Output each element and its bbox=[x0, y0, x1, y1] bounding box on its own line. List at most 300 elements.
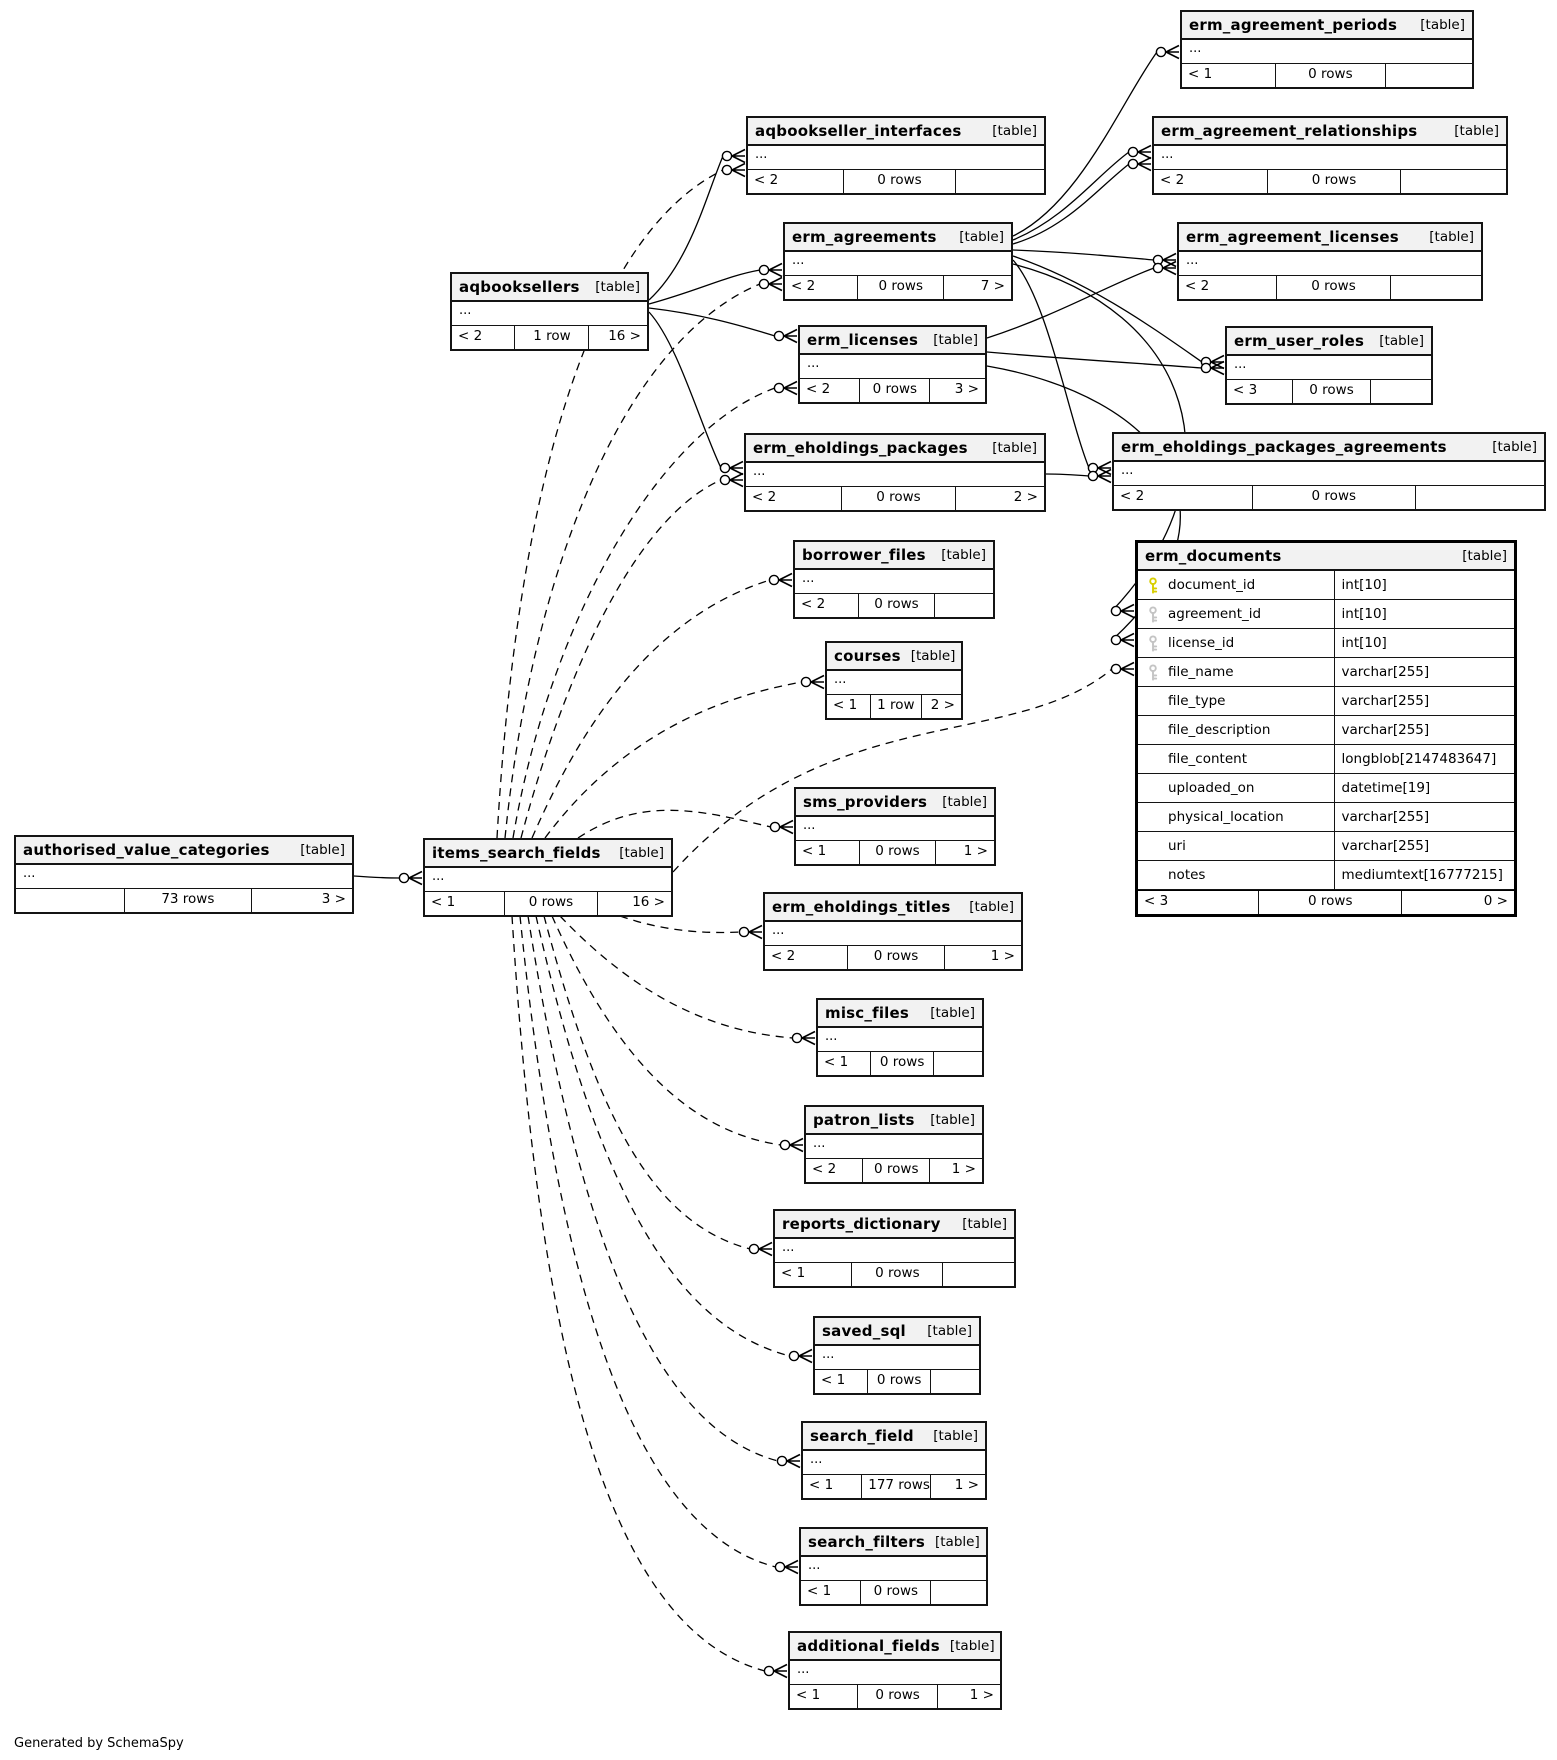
table-erm_agreement_periods[interactable] bbox=[1180, 10, 1474, 89]
elided-columns-row: ... bbox=[1227, 356, 1431, 380]
table-name[interactable]: sms_providers bbox=[803, 793, 928, 811]
column-type: varchar[255] bbox=[1334, 658, 1514, 686]
table-aqbookseller_interfaces[interactable] bbox=[746, 116, 1046, 195]
crow-foot-terminator bbox=[785, 1561, 798, 1574]
column-row-file_content bbox=[1138, 745, 1514, 774]
zero-many-circle bbox=[1088, 471, 1097, 480]
column-name bbox=[1138, 629, 1334, 657]
table-tag: [table] bbox=[949, 1638, 995, 1654]
elided-columns-row: ... bbox=[785, 252, 1011, 276]
table-erm_eholdings_packages_agreements[interactable] bbox=[1112, 432, 1546, 511]
table-borrower_files[interactable] bbox=[793, 540, 995, 619]
elided-columns-row: ... bbox=[452, 302, 647, 326]
column-type: int[10] bbox=[1334, 629, 1514, 657]
table-name[interactable]: erm_eholdings_packages_agreements bbox=[1121, 438, 1447, 456]
rows-count: 0 rows bbox=[860, 1581, 930, 1604]
children-count bbox=[930, 1581, 986, 1604]
table-header[interactable] bbox=[796, 789, 994, 817]
table-header[interactable] bbox=[16, 837, 352, 865]
table-header[interactable] bbox=[815, 1318, 979, 1346]
elided-columns-row: ... bbox=[16, 865, 352, 889]
implied-relationship-edge bbox=[544, 916, 772, 1256]
column-name bbox=[1138, 774, 1334, 802]
parents-count: < 2 bbox=[458, 328, 483, 344]
table-name[interactable]: search_field bbox=[810, 1427, 914, 1445]
crow-foot-terminator bbox=[802, 1032, 815, 1045]
table-erm_user_roles[interactable] bbox=[1225, 326, 1433, 405]
implied-relationship-edge bbox=[620, 916, 762, 939]
parents-count: < 1 bbox=[781, 1265, 806, 1281]
zero-many-circle bbox=[722, 151, 731, 160]
parents-count: < 1 bbox=[802, 843, 827, 859]
table-tag: [table] bbox=[992, 440, 1037, 456]
table-footer bbox=[806, 1159, 982, 1182]
foreign-key-icon bbox=[1147, 635, 1159, 652]
table-header[interactable] bbox=[765, 894, 1021, 922]
children-count bbox=[942, 1263, 1014, 1286]
parents-count: < 2 bbox=[801, 596, 826, 612]
rows-count: 0 rows bbox=[1292, 380, 1370, 403]
zero-many-circle bbox=[777, 1456, 786, 1465]
zero-many-circle bbox=[1128, 147, 1137, 156]
parents-count: < 1 bbox=[824, 1054, 849, 1070]
column-type: int[10] bbox=[1334, 571, 1514, 599]
zero-many-circle bbox=[722, 165, 731, 174]
table-footer bbox=[827, 695, 961, 718]
table-footer bbox=[1138, 890, 1514, 914]
table-footer bbox=[1154, 170, 1506, 193]
zero-many-circle bbox=[399, 873, 408, 882]
table-name[interactable]: erm_user_roles bbox=[1234, 332, 1365, 350]
generator-note: Generated by SchemaSpy bbox=[14, 1736, 184, 1751]
table-name[interactable]: erm_agreement_relationships bbox=[1161, 122, 1418, 140]
table-header[interactable] bbox=[1227, 328, 1431, 356]
column-name bbox=[1138, 832, 1334, 860]
rows-count: 0 rows bbox=[1275, 64, 1385, 87]
rows-count: 0 rows bbox=[843, 170, 955, 193]
children-count bbox=[1370, 380, 1431, 403]
table-name[interactable]: courses bbox=[834, 647, 901, 665]
zero-many-circle bbox=[770, 822, 779, 831]
column-name bbox=[1138, 803, 1334, 831]
crow-foot-terminator bbox=[1121, 605, 1134, 618]
table-name[interactable]: erm_agreements bbox=[792, 228, 937, 246]
zero-many-circle bbox=[1128, 159, 1137, 168]
column-name bbox=[1138, 600, 1334, 628]
column-type: varchar[255] bbox=[1334, 832, 1514, 860]
crow-foot-terminator bbox=[774, 1665, 787, 1678]
rows-count: 0 rows bbox=[857, 1685, 937, 1708]
children-count: 0 > bbox=[1401, 891, 1514, 914]
table-reports_dictionary[interactable] bbox=[773, 1209, 1016, 1288]
zero-many-circle bbox=[764, 1666, 773, 1675]
column-row-document_id bbox=[1138, 571, 1514, 600]
table-header[interactable] bbox=[801, 1529, 986, 1557]
elided-columns-row: ... bbox=[827, 671, 961, 695]
table-footer bbox=[790, 1685, 1000, 1708]
parents-count bbox=[16, 889, 124, 912]
column-type: mediumtext[16777215] bbox=[1334, 861, 1514, 889]
table-erm_documents[interactable] bbox=[1135, 540, 1517, 917]
column-type: int[10] bbox=[1334, 600, 1514, 628]
children-count: 2 > bbox=[955, 487, 1044, 510]
table-tag: [table] bbox=[1420, 17, 1465, 33]
crow-foot-terminator bbox=[1138, 158, 1151, 171]
rows-count: 0 rows bbox=[859, 379, 929, 402]
crow-foot-terminator bbox=[790, 1139, 803, 1152]
zero-many-circle bbox=[774, 331, 783, 340]
elided-columns-row: ... bbox=[748, 146, 1044, 170]
table-name[interactable]: search_filters bbox=[808, 1533, 925, 1551]
table-tag: [table] bbox=[930, 1112, 975, 1128]
table-aqbooksellers[interactable] bbox=[450, 272, 649, 351]
column-name-text: agreement_id bbox=[1168, 606, 1262, 622]
table-footer bbox=[803, 1475, 985, 1498]
column-name bbox=[1138, 861, 1334, 889]
table-name[interactable]: erm_agreement_licenses bbox=[1186, 228, 1399, 246]
table-tag: [table] bbox=[942, 794, 987, 810]
table-footer bbox=[1114, 486, 1544, 509]
children-count: 1 > bbox=[937, 1685, 1000, 1708]
table-sms_providers[interactable] bbox=[794, 787, 996, 866]
elided-columns-row: ... bbox=[1179, 252, 1481, 276]
column-name-text: license_id bbox=[1168, 635, 1235, 651]
children-count bbox=[1400, 170, 1506, 193]
zero-many-circle bbox=[789, 1351, 798, 1360]
table-footer bbox=[765, 946, 1021, 969]
children-count: 1 > bbox=[930, 1475, 985, 1498]
parents-count: < 2 bbox=[1185, 278, 1210, 294]
table-footer bbox=[452, 326, 647, 349]
crow-foot-terminator bbox=[811, 676, 824, 689]
fk-relationship-edge bbox=[649, 308, 797, 343]
table-tag: [table] bbox=[930, 1005, 975, 1021]
column-row-notes bbox=[1138, 861, 1514, 890]
children-count: 7 > bbox=[943, 276, 1011, 299]
children-count: 16 > bbox=[588, 326, 647, 349]
table-name[interactable]: erm_eholdings_packages bbox=[753, 439, 968, 457]
table-erm_eholdings_packages[interactable] bbox=[744, 433, 1046, 512]
table-erm_agreements[interactable] bbox=[783, 222, 1013, 301]
implied-relationship-edge bbox=[578, 810, 793, 838]
rows-count: 0 rows bbox=[870, 1052, 932, 1075]
table-items_search_fields[interactable] bbox=[423, 838, 673, 917]
table-header[interactable] bbox=[806, 1107, 982, 1135]
table-patron_lists[interactable] bbox=[804, 1105, 984, 1184]
children-count bbox=[1390, 276, 1481, 299]
table-tag: [table] bbox=[1462, 548, 1507, 564]
table-name[interactable]: aqbookseller_interfaces bbox=[755, 122, 962, 140]
zero-many-circle bbox=[801, 677, 810, 686]
parents-count: < 2 bbox=[791, 278, 816, 294]
crow-foot-terminator bbox=[1121, 663, 1134, 676]
table-name[interactable]: patron_lists bbox=[813, 1111, 915, 1129]
crow-foot-terminator bbox=[1166, 46, 1179, 59]
zero-many-circle bbox=[1111, 664, 1120, 673]
rows-count: 73 rows bbox=[124, 889, 252, 912]
fk-relationship-edge bbox=[987, 262, 1176, 339]
table-header[interactable] bbox=[1179, 224, 1481, 252]
parents-count: < 1 bbox=[821, 1372, 846, 1388]
column-type: varchar[255] bbox=[1334, 716, 1514, 744]
zero-many-circle bbox=[792, 1033, 801, 1042]
rows-count: 177 rows bbox=[861, 1475, 930, 1498]
parents-count: < 2 bbox=[812, 1161, 837, 1177]
children-count: 1 > bbox=[935, 841, 994, 864]
column-name-text: uploaded_on bbox=[1168, 780, 1255, 796]
elided-columns-row: ... bbox=[425, 868, 671, 892]
elided-columns-row: ... bbox=[803, 1451, 985, 1475]
table-search_filters[interactable] bbox=[799, 1527, 988, 1606]
table-footer bbox=[775, 1263, 1014, 1286]
table-footer bbox=[1227, 380, 1431, 403]
table-footer bbox=[1182, 64, 1472, 87]
zero-many-circle bbox=[774, 383, 783, 392]
children-count: 3 > bbox=[251, 889, 352, 912]
rows-count: 0 rows bbox=[867, 1370, 929, 1393]
table-tag: [table] bbox=[1429, 229, 1474, 245]
table-erm_agreement_relationships[interactable] bbox=[1152, 116, 1508, 195]
parents-count: < 1 bbox=[1188, 66, 1213, 82]
table-name[interactable]: borrower_files bbox=[802, 546, 926, 564]
table-courses[interactable] bbox=[825, 641, 963, 720]
table-erm_licenses[interactable] bbox=[798, 325, 987, 404]
implied-relationship-edge bbox=[512, 916, 787, 1678]
crow-foot-terminator bbox=[759, 1243, 772, 1256]
parents-count: < 1 bbox=[809, 1477, 834, 1493]
table-footer bbox=[800, 379, 985, 402]
zero-many-circle bbox=[1201, 363, 1210, 372]
children-count bbox=[934, 594, 993, 617]
table-tag: [table] bbox=[959, 229, 1004, 245]
children-count: 1 > bbox=[929, 1159, 982, 1182]
elided-columns-row: ... bbox=[795, 570, 993, 594]
table-header[interactable] bbox=[818, 1000, 982, 1028]
parents-count: < 2 bbox=[1120, 488, 1145, 504]
column-row-uploaded_on bbox=[1138, 774, 1514, 803]
table-tag: [table] bbox=[595, 279, 640, 295]
table-tag: [table] bbox=[1492, 439, 1537, 455]
rows-count: 0 rows bbox=[1258, 891, 1401, 914]
column-row-agreement_id bbox=[1138, 600, 1514, 629]
table-header[interactable] bbox=[1182, 12, 1472, 40]
table-tag: [table] bbox=[969, 899, 1014, 915]
table-erm_agreement_licenses[interactable] bbox=[1177, 222, 1483, 301]
table-footer bbox=[785, 276, 1011, 299]
table-tag: [table] bbox=[941, 547, 986, 563]
parents-count: < 1 bbox=[796, 1687, 821, 1703]
foreign-key-icon bbox=[1147, 664, 1159, 681]
table-name[interactable]: misc_files bbox=[825, 1004, 910, 1022]
fk-relationship-edge bbox=[987, 352, 1224, 375]
table-tag: [table] bbox=[934, 1534, 980, 1550]
column-name-text: physical_location bbox=[1168, 809, 1284, 825]
parents-count: < 2 bbox=[806, 381, 831, 397]
crow-foot-terminator bbox=[1121, 634, 1134, 647]
column-name-text: file_type bbox=[1168, 693, 1226, 709]
table-footer bbox=[16, 889, 352, 912]
crow-foot-terminator bbox=[749, 926, 762, 939]
elided-columns-row: ... bbox=[806, 1135, 982, 1159]
elided-columns-row: ... bbox=[746, 463, 1044, 487]
table-tag: [table] bbox=[300, 842, 345, 858]
elided-columns-row: ... bbox=[800, 355, 985, 379]
crow-foot-terminator bbox=[787, 1455, 800, 1468]
zero-many-circle bbox=[749, 1244, 758, 1253]
column-name bbox=[1138, 571, 1334, 599]
column-name-text: file_name bbox=[1168, 664, 1234, 680]
rows-count: 0 rows bbox=[851, 1263, 942, 1286]
table-tag: [table] bbox=[619, 845, 664, 861]
table-header[interactable] bbox=[803, 1423, 985, 1451]
table-name[interactable]: items_search_fields bbox=[432, 844, 601, 862]
table-tag: [table] bbox=[1454, 123, 1499, 139]
parents-count: < 3 bbox=[1233, 382, 1258, 398]
table-name[interactable]: erm_eholdings_titles bbox=[772, 898, 951, 916]
table-additional_fields[interactable] bbox=[788, 1631, 1002, 1710]
column-type: varchar[255] bbox=[1334, 687, 1514, 715]
children-count bbox=[1415, 486, 1544, 509]
column-row-file_type bbox=[1138, 687, 1514, 716]
elided-columns-row: ... bbox=[815, 1346, 979, 1370]
table-name[interactable]: erm_documents bbox=[1145, 547, 1282, 565]
table-header[interactable] bbox=[790, 1633, 1000, 1661]
column-row-file_name bbox=[1138, 658, 1514, 687]
rows-count: 0 rows bbox=[1267, 170, 1401, 193]
rows-count: 0 rows bbox=[857, 276, 943, 299]
column-name-text: uri bbox=[1168, 838, 1186, 854]
table-saved_sql[interactable] bbox=[813, 1316, 981, 1395]
elided-columns-row: ... bbox=[765, 922, 1021, 946]
table-name[interactable]: additional_fields bbox=[797, 1637, 940, 1655]
children-count bbox=[1385, 64, 1472, 87]
zero-many-circle bbox=[720, 463, 729, 472]
elided-columns-row: ... bbox=[818, 1028, 982, 1052]
table-search_field[interactable] bbox=[801, 1421, 987, 1500]
fk-relationship-edge bbox=[649, 312, 743, 475]
crow-foot-terminator bbox=[1138, 146, 1151, 159]
children-count bbox=[933, 1052, 982, 1075]
rows-count: 0 rows bbox=[1276, 276, 1391, 299]
parents-count: < 2 bbox=[752, 489, 777, 505]
table-authorised_value_categories[interactable] bbox=[14, 835, 354, 914]
rows-count: 0 rows bbox=[841, 487, 954, 510]
table-name[interactable]: reports_dictionary bbox=[782, 1215, 941, 1233]
table-tag: [table] bbox=[1379, 333, 1424, 349]
table-header[interactable] bbox=[452, 274, 647, 302]
table-footer bbox=[748, 170, 1044, 193]
table-tag: [table] bbox=[962, 1216, 1007, 1232]
table-header[interactable] bbox=[1154, 118, 1506, 146]
table-header[interactable] bbox=[795, 542, 993, 570]
column-type: longblob[2147483647] bbox=[1334, 745, 1514, 773]
table-footer bbox=[746, 487, 1044, 510]
zero-many-circle bbox=[759, 279, 768, 288]
crow-foot-terminator bbox=[769, 264, 782, 277]
crow-foot-terminator bbox=[784, 330, 797, 343]
table-name[interactable]: aqbooksellers bbox=[459, 278, 580, 296]
children-count: 2 > bbox=[921, 695, 961, 718]
table-header[interactable] bbox=[748, 118, 1044, 146]
fk-relationship-edge bbox=[1046, 470, 1111, 483]
table-header[interactable] bbox=[746, 435, 1044, 463]
table-name[interactable]: erm_agreement_periods bbox=[1189, 16, 1398, 34]
table-name[interactable]: saved_sql bbox=[822, 1322, 906, 1340]
table-header[interactable] bbox=[1138, 543, 1514, 571]
rows-count: 0 rows bbox=[859, 841, 934, 864]
parents-count: < 3 bbox=[1144, 893, 1169, 909]
crow-foot-terminator bbox=[732, 150, 745, 163]
elided-columns-row: ... bbox=[790, 1661, 1000, 1685]
children-count bbox=[930, 1370, 979, 1393]
primary-key-icon bbox=[1147, 577, 1159, 594]
crow-foot-terminator bbox=[799, 1350, 812, 1363]
elided-columns-row: ... bbox=[1182, 40, 1472, 64]
crow-foot-terminator bbox=[769, 278, 782, 291]
zero-many-circle bbox=[759, 265, 768, 274]
table-header[interactable] bbox=[775, 1211, 1014, 1239]
rows-count: 0 rows bbox=[1252, 486, 1415, 509]
table-header[interactable] bbox=[425, 840, 671, 868]
table-header[interactable] bbox=[800, 327, 985, 355]
zero-many-circle bbox=[739, 927, 748, 936]
table-erm_eholdings_titles[interactable] bbox=[763, 892, 1023, 971]
zero-many-circle bbox=[775, 1562, 784, 1571]
table-footer bbox=[815, 1370, 979, 1393]
table-tag: [table] bbox=[933, 332, 978, 348]
column-name-text: file_content bbox=[1168, 751, 1247, 767]
parents-count: < 2 bbox=[754, 172, 779, 188]
table-header[interactable] bbox=[1114, 434, 1544, 462]
column-name bbox=[1138, 687, 1334, 715]
crow-foot-terminator bbox=[730, 462, 743, 475]
table-footer bbox=[795, 594, 993, 617]
children-count: 16 > bbox=[597, 892, 671, 915]
column-name bbox=[1138, 658, 1334, 686]
children-count bbox=[955, 170, 1044, 193]
parents-count: < 2 bbox=[1160, 172, 1185, 188]
table-footer bbox=[801, 1581, 986, 1604]
zero-many-circle bbox=[1111, 635, 1120, 644]
zero-many-circle bbox=[1111, 606, 1120, 615]
column-type: datetime[19] bbox=[1334, 774, 1514, 802]
fk-relationship-edge bbox=[1013, 250, 1176, 267]
children-count: 3 > bbox=[929, 379, 985, 402]
column-name-text: document_id bbox=[1168, 577, 1256, 593]
elided-columns-row: ... bbox=[801, 1557, 986, 1581]
crow-foot-terminator bbox=[784, 382, 797, 395]
table-footer bbox=[1179, 276, 1481, 299]
zero-many-circle bbox=[720, 475, 729, 484]
elided-columns-row: ... bbox=[1154, 146, 1506, 170]
column-name bbox=[1138, 716, 1334, 744]
table-header[interactable] bbox=[785, 224, 1011, 252]
rows-count: 1 row bbox=[514, 326, 588, 349]
elided-columns-row: ... bbox=[775, 1239, 1014, 1263]
children-count: 1 > bbox=[944, 946, 1021, 969]
crow-foot-terminator bbox=[779, 574, 792, 587]
elided-columns-row: ... bbox=[1114, 462, 1544, 486]
parents-count: < 2 bbox=[771, 948, 796, 964]
table-name[interactable]: erm_licenses bbox=[807, 331, 919, 349]
rows-count: 0 rows bbox=[504, 892, 597, 915]
table-name[interactable]: authorised_value_categories bbox=[23, 841, 270, 859]
table-header[interactable] bbox=[827, 643, 961, 671]
rows-count: 0 rows bbox=[858, 594, 933, 617]
table-tag: [table] bbox=[992, 123, 1037, 139]
implied-relationship-edge bbox=[497, 164, 745, 839]
table-misc_files[interactable] bbox=[816, 998, 984, 1077]
